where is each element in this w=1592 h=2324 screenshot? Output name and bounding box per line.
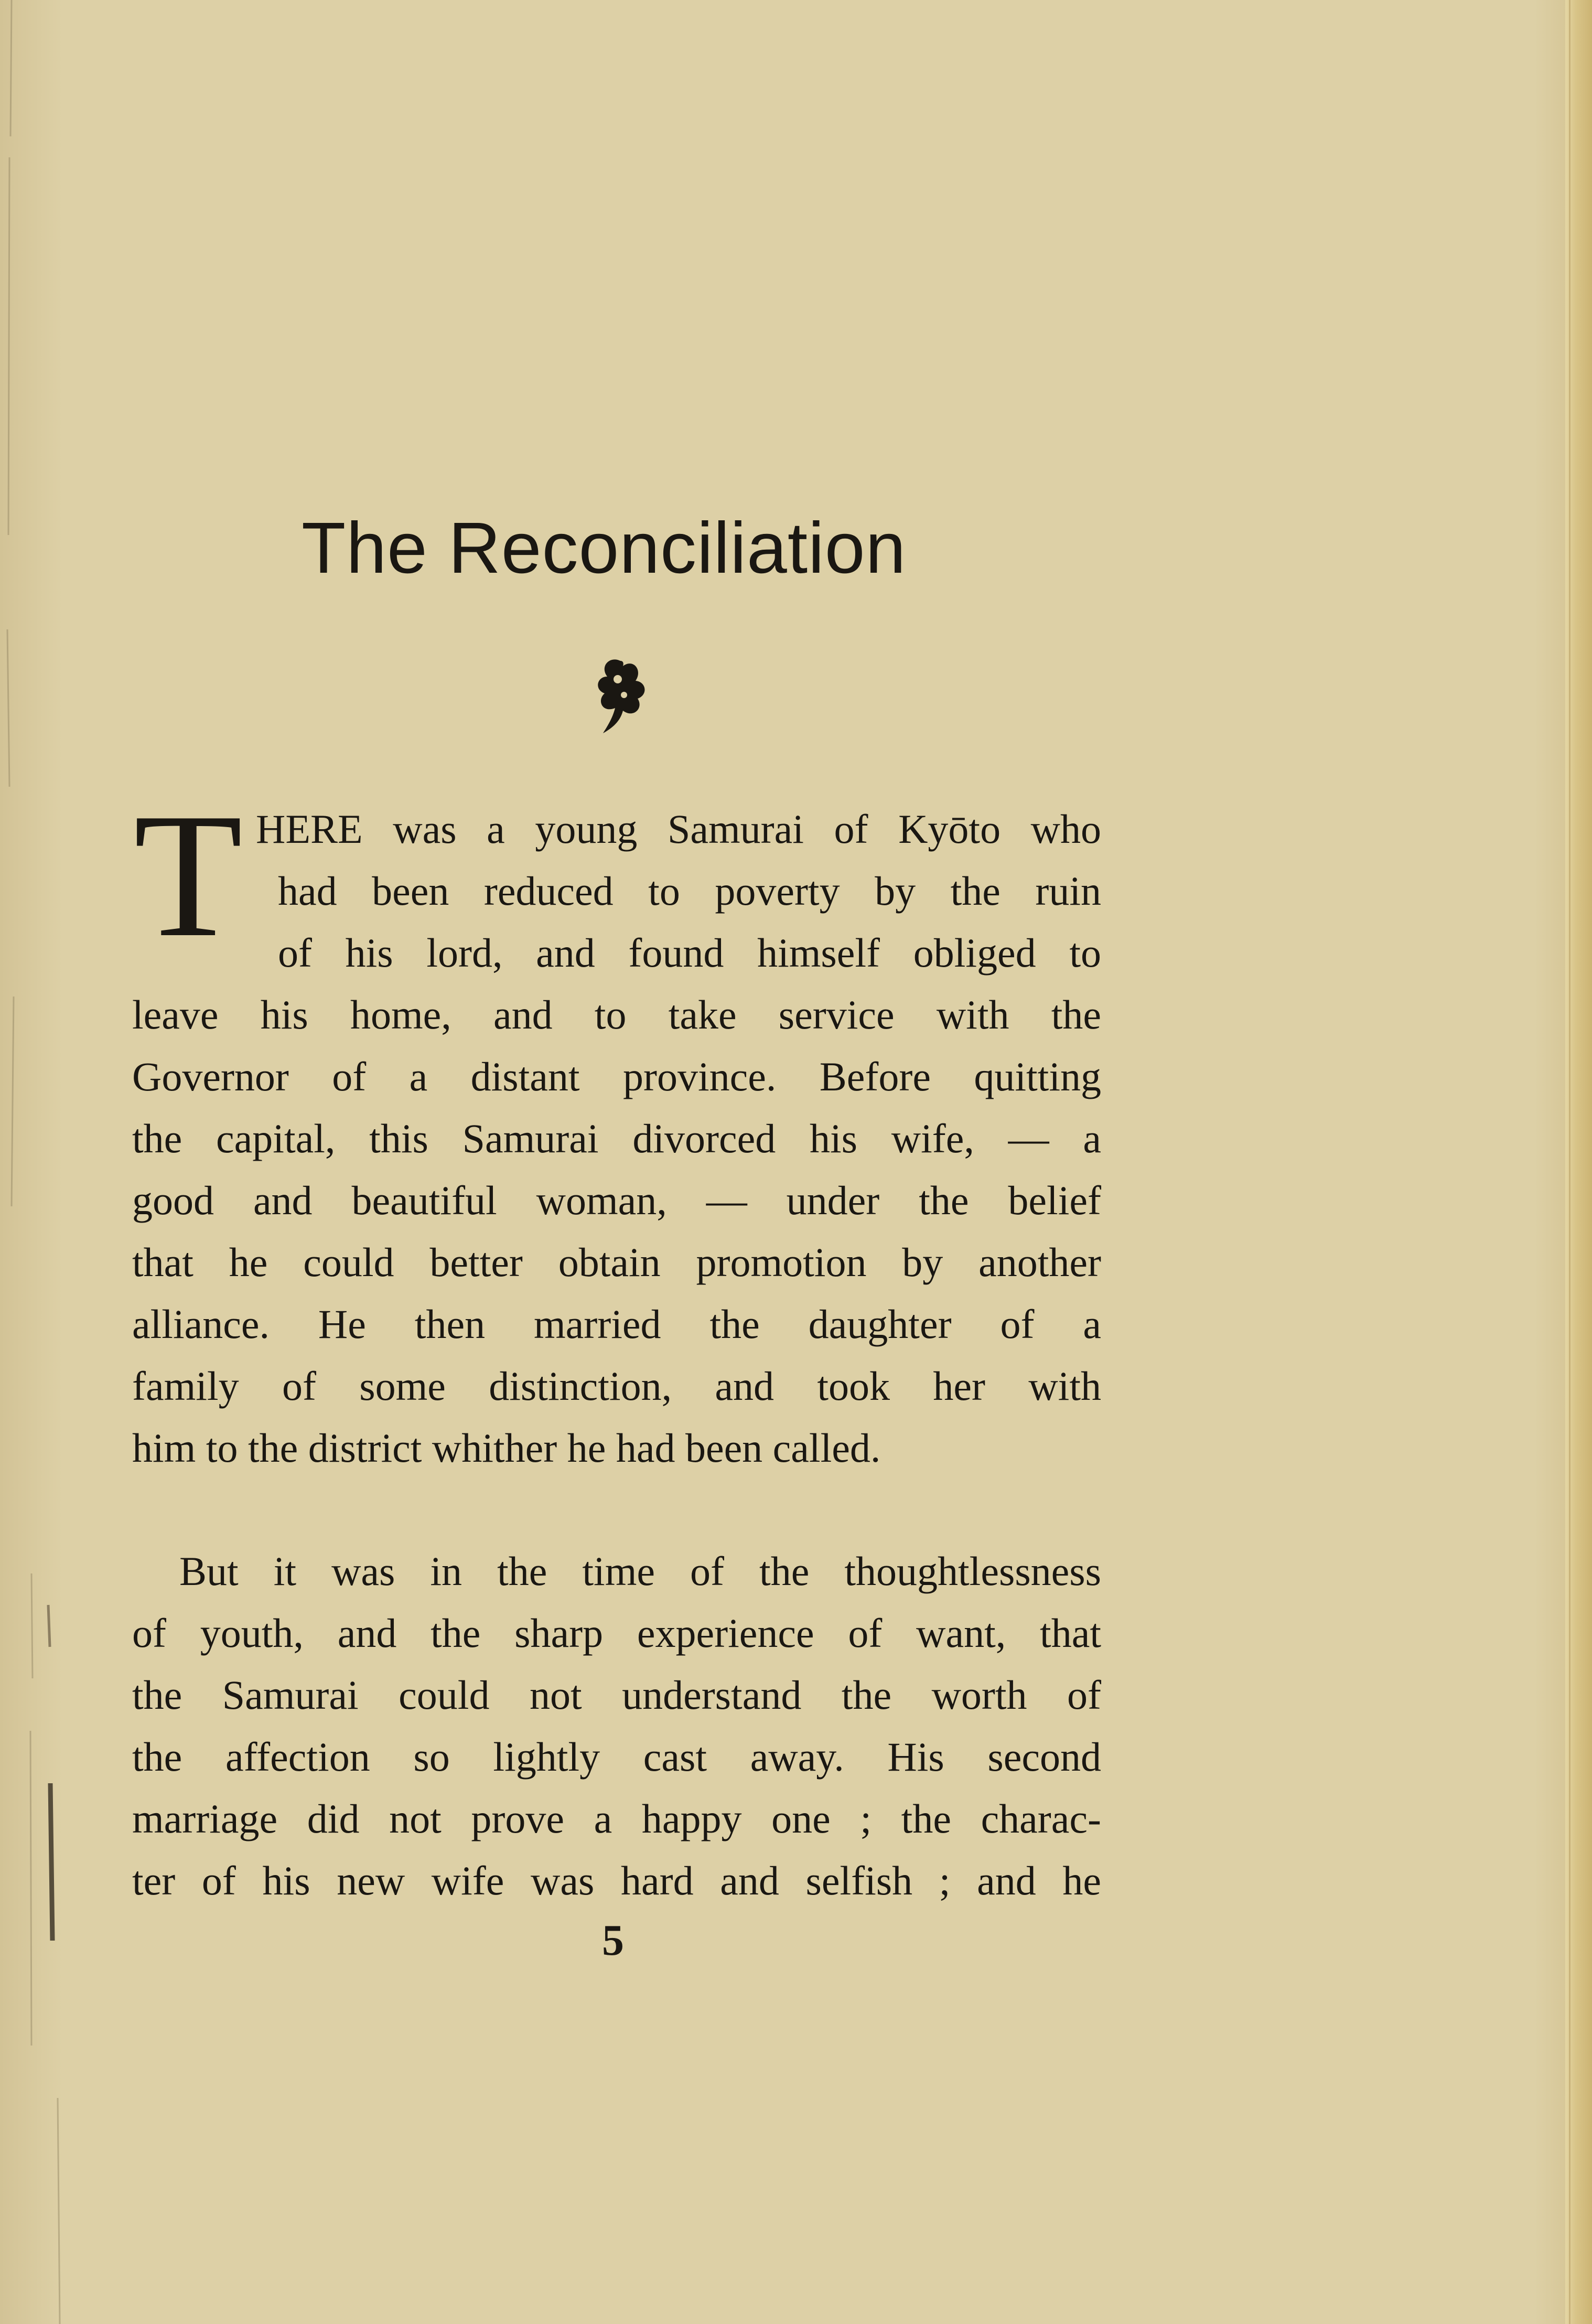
paragraph-1-line-5: Governor of a distant province. Before quitting [132, 1054, 1101, 1099]
binding-marks [0, 0, 63, 2324]
paragraph-1-line-1: HERE was a young Samurai of Kyōto who [256, 806, 1101, 852]
paragraph-1-line-9: alliance. He then married the daughter of a [132, 1301, 1101, 1347]
paragraph-1-line-10: family of some distinction, and took her with [132, 1363, 1101, 1409]
paragraph-2-line-6: ter of his new wife was hard and selfish ; and he [132, 1858, 1101, 1903]
paragraph-2-line-5: marriage did not prove a happy one ; the charac- [132, 1796, 1101, 1841]
paragraph-1-line-8: that he could better obtain promotion by another [132, 1239, 1101, 1285]
floral-fleuron-icon [591, 656, 649, 734]
page-edge-line [1569, 0, 1571, 2324]
paragraph-2-line-1: But it was in the time of the thoughtlessness [179, 1548, 1101, 1594]
paragraph-2-line-3: the Samurai could not understand the worth of [132, 1672, 1101, 1718]
chapter-title: The Reconciliation [302, 508, 907, 588]
paragraph-2-line-2: of youth, and the sharp experience of want, that [132, 1610, 1101, 1656]
drop-cap-glyph: T [134, 800, 243, 947]
paragraph-2-line-4: the affection so lightly cast away. His second [132, 1734, 1101, 1780]
paragraph-1-line-6: the capital, this Samurai divorced his wife, — a [132, 1116, 1101, 1161]
paragraph-1-line-11: him to the district whither he had been called. [132, 1425, 881, 1471]
drop-cap-letter [134, 800, 254, 947]
page-number: 5 [602, 1916, 624, 1965]
paragraph-1-line-4: leave his home, and to take service with the [132, 992, 1101, 1037]
paragraph-1-line-3: of his lord, and found himself obliged to [278, 930, 1101, 976]
paragraph-1-line-2: had been reduced to poverty by the ruin [278, 868, 1101, 914]
paragraph-1-line-7: good and beautiful woman, — under the belief [132, 1177, 1101, 1223]
